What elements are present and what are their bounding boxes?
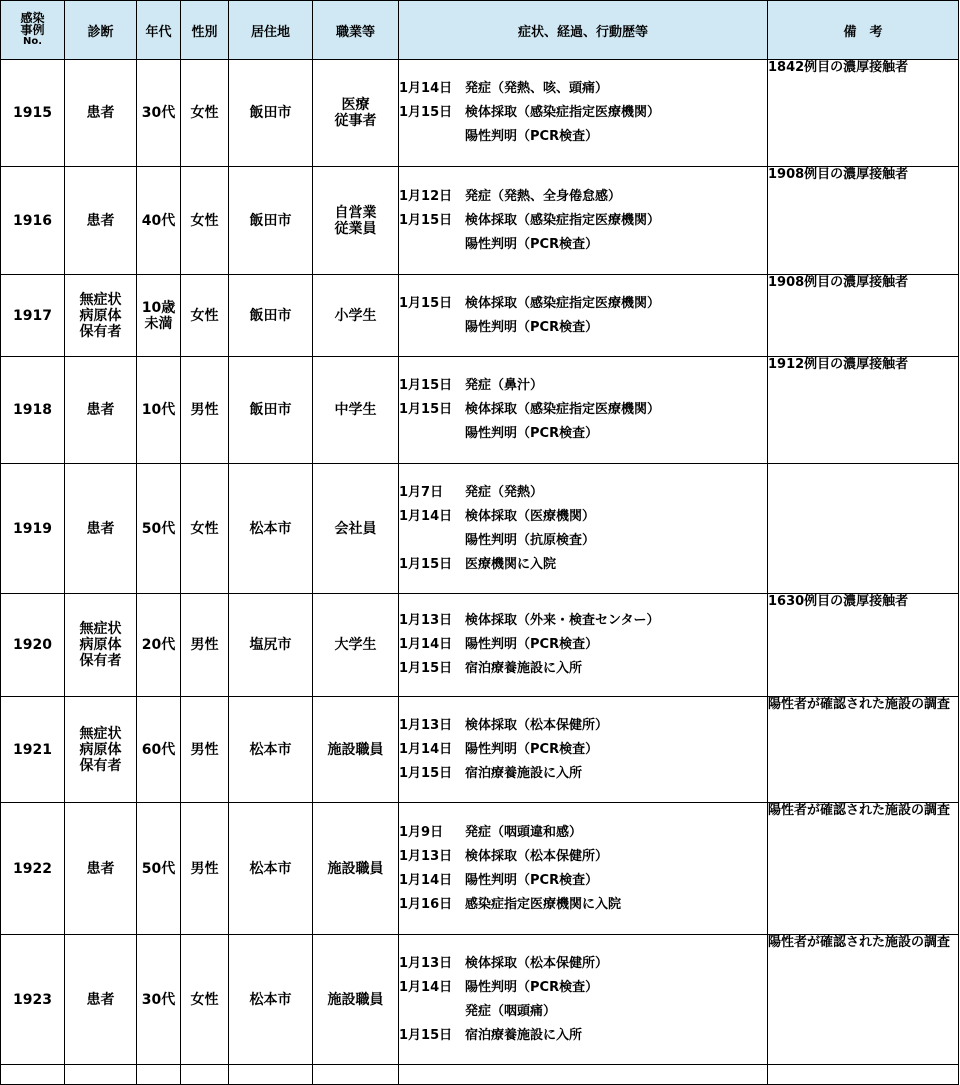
event-date: 1月12日 — [399, 188, 453, 204]
event-line — [399, 398, 767, 422]
details-cell — [399, 275, 768, 357]
case-number-cell: 1920 — [1, 594, 65, 697]
header-age: 年代 — [137, 1, 181, 60]
details-cell — [399, 357, 768, 464]
header-case-no-line2: 事例 — [20, 23, 45, 37]
event-date: 1月15日 — [399, 295, 453, 311]
empty-cell — [137, 1065, 181, 1085]
event-date: 1月14日 — [399, 81, 453, 96]
header-residence: 居住地 — [229, 1, 313, 60]
notes-cell: 1842例目の濃厚接触者 — [768, 60, 959, 167]
diagnosis-cell: 患者 — [65, 167, 137, 275]
event-date: 1月13日 — [399, 613, 453, 628]
event-text: 検体採取（外来・検査センター） — [465, 613, 660, 628]
event-date: 1月15日 — [399, 402, 453, 417]
age-group-cell: 10代 — [137, 357, 181, 464]
age-group-cell: 50代 — [137, 464, 181, 594]
event-line — [399, 529, 767, 553]
diagnosis-cell: 患者 — [65, 935, 137, 1065]
age-group-cell: 30代 — [137, 935, 181, 1065]
event-date — [399, 529, 465, 553]
header-diagnosis: 診断 — [65, 1, 137, 60]
event-date: 1月16日 — [399, 896, 453, 912]
notes-cell: 陽性者が確認された施設の調査 — [768, 697, 959, 803]
event-text: 宿泊療養施設に入所 — [465, 661, 583, 676]
event-text: 検体採取（感染症指定医療機関） — [465, 212, 661, 228]
event-date: 1月14日 — [399, 979, 453, 995]
table-row-cutoff — [1, 1065, 959, 1085]
event-text: 陽性判明（PCR検査） — [465, 979, 599, 995]
residence-cell: 飯田市 — [229, 167, 313, 275]
event-line — [399, 233, 767, 257]
occupation-cell: 施設職員 — [313, 935, 399, 1065]
occupation-cell: 医療 従事者 — [313, 60, 399, 167]
event-date: 1月15日 — [399, 556, 453, 572]
event-date: 1月15日 — [399, 1027, 453, 1043]
event-text: 検体採取（感染症指定医療機関） — [465, 402, 661, 417]
event-date — [399, 125, 465, 149]
event-line — [399, 821, 767, 845]
occupation-cell: 自営業 従業員 — [313, 167, 399, 275]
event-text: 陽性判明（PCR検査） — [465, 129, 599, 144]
event-line — [399, 292, 767, 316]
sex-cell: 男性 — [181, 697, 229, 803]
sex-cell: 女性 — [181, 60, 229, 167]
table-row — [1, 275, 959, 357]
event-text: 検体採取（感染症指定医療機関） — [465, 105, 661, 120]
details-cell — [399, 167, 768, 275]
event-text: 医療機関に入院 — [465, 556, 557, 572]
event-text: 検体採取（感染症指定医療機関） — [465, 295, 661, 311]
table-header — [1, 1, 959, 60]
event-line — [399, 738, 767, 762]
residence-cell: 飯田市 — [229, 275, 313, 357]
sex-cell: 女性 — [181, 935, 229, 1065]
event-date: 1月14日 — [399, 872, 453, 888]
event-line — [399, 714, 767, 738]
event-date: 1月15日 — [399, 378, 453, 393]
occupation-cell: 中学生 — [313, 357, 399, 464]
details-cell — [399, 464, 768, 594]
event-text: 検体採取（松本保健所） — [465, 955, 609, 971]
event-line — [399, 374, 767, 398]
header-notes: 備 考 — [768, 1, 959, 60]
empty-cell — [1, 1065, 65, 1085]
event-text: 陽性判明（PCR検査） — [465, 741, 599, 757]
header-details: 症状、経過、行動歴等 — [399, 1, 768, 60]
table-body — [1, 60, 959, 1085]
event-text: 陽性判明（PCR検査） — [465, 872, 599, 888]
details-cell — [399, 935, 768, 1065]
notes-cell: 1908例目の濃厚接触者 — [768, 275, 959, 357]
event-date: 1月13日 — [399, 848, 453, 864]
event-text: 検体採取（松本保健所） — [465, 717, 609, 733]
occupation-cell: 会社員 — [313, 464, 399, 594]
residence-cell: 飯田市 — [229, 357, 313, 464]
event-line — [399, 845, 767, 869]
occupation-cell: 施設職員 — [313, 803, 399, 935]
empty-cell — [399, 1065, 768, 1085]
residence-cell: 飯田市 — [229, 60, 313, 167]
event-line — [399, 209, 767, 233]
occupation-cell: 施設職員 — [313, 697, 399, 803]
empty-cell — [768, 1065, 959, 1085]
residence-cell: 松本市 — [229, 464, 313, 594]
notes-cell: 陽性者が確認された施設の調査 — [768, 803, 959, 935]
header-occupation: 職業等 — [313, 1, 399, 60]
residence-cell: 松本市 — [229, 803, 313, 935]
event-text: 発症（咽頭痛） — [465, 1003, 557, 1019]
event-text: 発症（鼻汁） — [465, 378, 544, 393]
event-date — [399, 422, 465, 446]
event-date: 1月15日 — [399, 212, 453, 228]
notes-cell: 陽性者が確認された施設の調査 — [768, 935, 959, 1065]
table-row — [1, 803, 959, 935]
diagnosis-cell: 患者 — [65, 803, 137, 935]
case-number-cell: 1915 — [1, 60, 65, 167]
diagnosis-cell: 無症状 病原体 保有者 — [65, 275, 137, 357]
empty-cell — [181, 1065, 229, 1085]
sex-cell: 女性 — [181, 275, 229, 357]
event-line — [399, 316, 767, 340]
header-case-no-line1: 感染 — [20, 11, 45, 25]
notes-cell — [768, 464, 959, 594]
sex-cell: 男性 — [181, 803, 229, 935]
event-date: 1月14日 — [399, 637, 453, 652]
event-date — [399, 1000, 465, 1024]
table-row — [1, 60, 959, 167]
event-line — [399, 125, 767, 149]
case-number-cell: 1921 — [1, 697, 65, 803]
empty-cell — [313, 1065, 399, 1085]
header-case-no-line3: No. — [22, 36, 43, 47]
header-case-no — [1, 1, 65, 60]
event-line — [399, 609, 767, 633]
event-text: 宿泊療養施設に入所 — [465, 765, 583, 781]
details-cell — [399, 697, 768, 803]
event-date: 1月15日 — [399, 661, 453, 676]
sex-cell: 女性 — [181, 167, 229, 275]
case-number-cell: 1919 — [1, 464, 65, 594]
table-row — [1, 464, 959, 594]
occupation-cell: 大学生 — [313, 594, 399, 697]
residence-cell: 松本市 — [229, 697, 313, 803]
event-line — [399, 553, 767, 577]
occupation-cell: 小学生 — [313, 275, 399, 357]
sex-cell: 女性 — [181, 464, 229, 594]
event-text: 感染症指定医療機関に入院 — [465, 896, 622, 912]
event-date — [399, 316, 465, 340]
age-group-cell: 50代 — [137, 803, 181, 935]
table-row — [1, 697, 959, 803]
event-date: 1月14日 — [399, 508, 453, 524]
table-row — [1, 167, 959, 275]
event-line — [399, 185, 767, 209]
empty-cell — [65, 1065, 137, 1085]
event-date: 1月13日 — [399, 717, 453, 733]
event-date: 1月13日 — [399, 955, 453, 971]
event-text: 宿泊療養施設に入所 — [465, 1027, 583, 1043]
notes-cell: 1912例目の濃厚接触者 — [768, 357, 959, 464]
event-date: 1月14日 — [399, 741, 453, 757]
event-text: 陽性判明（PCR検査） — [465, 319, 599, 335]
case-number-cell: 1917 — [1, 275, 65, 357]
case-number-cell: 1922 — [1, 803, 65, 935]
event-text: 発症（発熱） — [465, 484, 544, 500]
event-date: 1月15日 — [399, 105, 453, 120]
diagnosis-cell: 患者 — [65, 60, 137, 167]
residence-cell: 松本市 — [229, 935, 313, 1065]
event-line — [399, 77, 767, 101]
event-line — [399, 657, 767, 681]
event-text: 陽性判明（PCR検査） — [465, 637, 599, 652]
case-number-cell: 1923 — [1, 935, 65, 1065]
residence-cell: 塩尻市 — [229, 594, 313, 697]
diagnosis-cell: 無症状 病原体 保有者 — [65, 697, 137, 803]
event-text: 陽性判明（PCR検査） — [465, 236, 599, 252]
event-date: 1月9日 — [399, 824, 444, 840]
age-group-cell: 10歳 未満 — [137, 275, 181, 357]
details-cell — [399, 803, 768, 935]
sex-cell: 男性 — [181, 594, 229, 697]
event-line — [399, 869, 767, 893]
age-group-cell: 20代 — [137, 594, 181, 697]
event-line — [399, 481, 767, 505]
event-line — [399, 1024, 767, 1048]
notes-cell: 1630例目の濃厚接触者 — [768, 594, 959, 697]
table-row — [1, 935, 959, 1065]
sex-cell: 男性 — [181, 357, 229, 464]
details-cell — [399, 60, 768, 167]
event-line — [399, 952, 767, 976]
event-text: 発症（発熱、全身倦怠感） — [465, 188, 622, 204]
table-row — [1, 594, 959, 697]
details-cell — [399, 594, 768, 697]
diagnosis-cell: 患者 — [65, 464, 137, 594]
empty-cell — [229, 1065, 313, 1085]
event-date: 1月15日 — [399, 765, 453, 781]
header-sex: 性別 — [181, 1, 229, 60]
diagnosis-cell: 無症状 病原体 保有者 — [65, 594, 137, 697]
event-line — [399, 1000, 767, 1024]
event-date: 1月7日 — [399, 484, 444, 500]
event-line — [399, 422, 767, 446]
age-group-cell: 30代 — [137, 60, 181, 167]
notes-cell: 1908例目の濃厚接触者 — [768, 167, 959, 275]
event-text: 陽性判明（PCR検査） — [465, 426, 599, 441]
event-text: 発症（咽頭違和感） — [465, 824, 583, 840]
event-text: 発症（発熱、咳、頭痛） — [465, 81, 609, 96]
event-line — [399, 505, 767, 529]
event-line — [399, 762, 767, 786]
event-date — [399, 233, 465, 257]
event-line — [399, 101, 767, 125]
table-row — [1, 357, 959, 464]
event-text: 陽性判明（抗原検査） — [465, 532, 596, 548]
age-group-cell: 60代 — [137, 697, 181, 803]
event-line — [399, 893, 767, 917]
case-number-cell: 1916 — [1, 167, 65, 275]
event-line — [399, 976, 767, 1000]
case-number-cell: 1918 — [1, 357, 65, 464]
event-text: 検体採取（松本保健所） — [465, 848, 609, 864]
event-line — [399, 633, 767, 657]
event-text: 検体採取（医療機関） — [465, 508, 596, 524]
age-group-cell: 40代 — [137, 167, 181, 275]
diagnosis-cell: 患者 — [65, 357, 137, 464]
